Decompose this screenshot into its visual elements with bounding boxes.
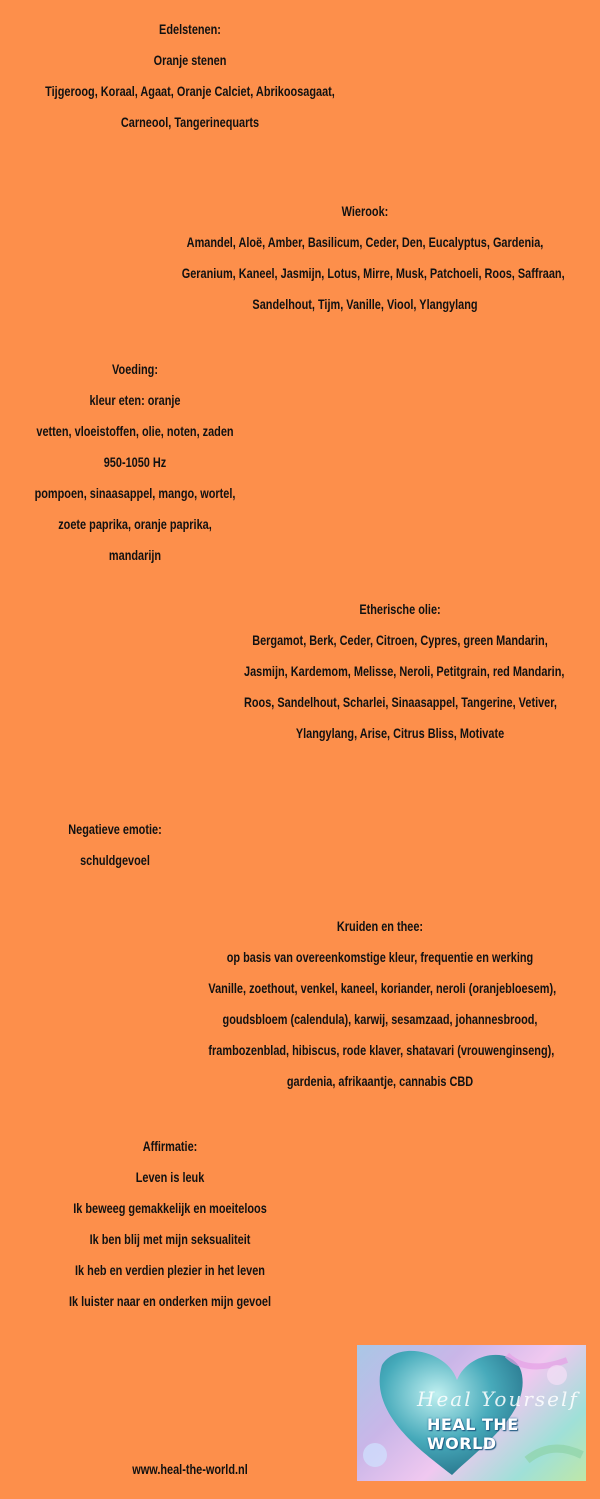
section-title: Edelstenen: (159, 21, 221, 37)
section-title: Negatieve emotie: (68, 821, 162, 837)
section-line: Bergamot, Berk, Ceder, Citroen, Cypres, green Mandarin, (252, 632, 548, 648)
section-line: Tijgeroog, Koraal, Agaat, Oranje Calciet, Abrikoosagaat, (45, 83, 335, 99)
section-line: gardenia, afrikaantje, cannabis CBD (286, 1073, 474, 1089)
section-line: Amandel, Aloë, Amber, Basilicum, Ceder, Den, Eucalyptus, Gardenia, (186, 234, 544, 250)
section-line: schuldgevoel (80, 852, 150, 868)
section-line: zoete paprika, oranje paprika, (58, 516, 212, 532)
heart-logo-icon (357, 1345, 586, 1481)
section-line: Oranje stenen (153, 52, 227, 68)
section-line: Ik heb en verdien plezier in het leven (75, 1262, 265, 1278)
section-title: Affirmatie: (142, 1138, 198, 1154)
section-line: 950-1050 Hz (103, 454, 167, 470)
section-line: Ylangylang, Arise, Citrus Bliss, Motivate (295, 725, 505, 741)
section-line: vetten, vloeistoffen, olie, noten, zaden (36, 423, 234, 439)
wierook-section (181, 196, 565, 320)
section-title: Voeding: (112, 361, 158, 377)
section-line: Jasmijn, Kardemom, Melisse, Neroli, Petitgrain, red Mandarin, (244, 663, 565, 679)
logo-script-text: Heal Yourself (417, 1387, 579, 1411)
edelstenen-section (42, 14, 338, 138)
section-line: frambozenblad, hibiscus, rode klaver, shatavari (vrouwenginseng), (208, 1042, 555, 1058)
voeding-section (30, 354, 241, 571)
section-line: kleur eten: oranje (89, 392, 181, 408)
section-title: Etherische olie: (359, 601, 441, 617)
section-line: Roos, Sandelhout, Scharlei, Sinaasappel, Tangerine, Vetiver, (244, 694, 557, 710)
section-line: Ik beweeg gemakkelijk en moeiteloos (73, 1200, 267, 1216)
footer-url-text[interactable]: www.heal-the-world.nl (132, 1461, 248, 1477)
section-title: Wierook: (341, 203, 389, 219)
section-line: op basis van overeenkomstige kleur, frequentie en werking (226, 949, 534, 965)
section-line: Leven is leuk (135, 1169, 205, 1185)
section-line: goudsbloem (calendula), karwij, sesamzaad, johannesbrood, (222, 1011, 538, 1027)
section-line: Geranium, Kaneel, Jasmijn, Lotus, Mirre, Musk, Patchoeli, Roos, Saffraan, (181, 265, 565, 281)
etherische-olie-section (244, 594, 565, 749)
section-line: Vanille, zoethout, venkel, kaneel, koriander, neroli (oranjebloesem), (208, 980, 557, 996)
heal-the-world-logo (357, 1345, 586, 1481)
section-line: pompoen, sinaasappel, mango, wortel, (34, 485, 236, 501)
section-line: Ik ben blij met mijn seksualiteit (89, 1231, 251, 1247)
section-line: mandarijn (108, 547, 162, 563)
website-url[interactable] (104, 1454, 276, 1485)
logo-main-text: HEAL THE WORLD (427, 1415, 519, 1453)
kruiden-section (208, 911, 557, 1097)
affirmatie-section (61, 1131, 279, 1317)
section-line: Ik luister naar en onderken mijn gevoel (68, 1293, 272, 1309)
section-line: Sandelhout, Tijm, Vanille, Viool, Ylangylang (252, 296, 478, 312)
section-title: Kruiden en thee: (336, 918, 424, 934)
section-line: Carneool, Tangerinequarts (120, 114, 260, 130)
negatieve-emotie-section (57, 814, 174, 876)
